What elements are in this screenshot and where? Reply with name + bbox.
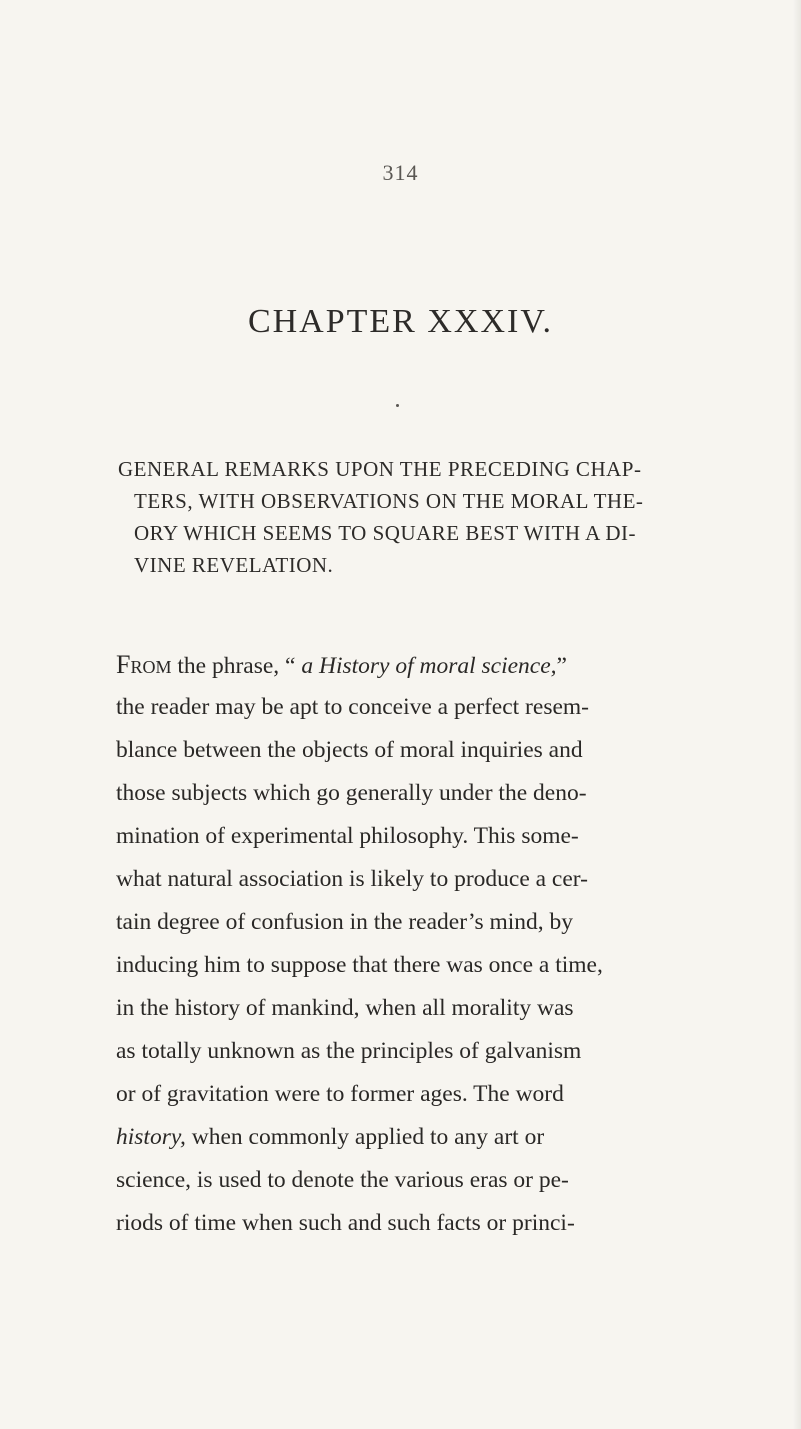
page-edge-shadow <box>793 0 801 1429</box>
heading-line: TERS, WITH OBSERVATIONS ON THE MORAL THE- <box>134 489 644 513</box>
body-line: tain degree of confusion in the reader’s mind, by <box>116 909 574 935</box>
italic-title: a History of moral science, <box>301 653 557 679</box>
body-line <box>116 643 736 686</box>
drop-word: From <box>116 650 172 679</box>
body-line: riods of time when such and such facts or princi- <box>116 1210 575 1236</box>
body-paragraph <box>116 643 736 1245</box>
body-line: what natural association is likely to produce a cer- <box>116 866 588 892</box>
body-line: the reader may be apt to conceive a perfect resem- <box>116 694 589 720</box>
text-span: when commonly applied to any art or <box>185 1124 545 1150</box>
italic-word: history, <box>116 1124 186 1150</box>
body-line: in the history of mankind, when all morality was <box>116 995 574 1021</box>
body-line: blance between the objects of moral inquiries and <box>116 737 583 763</box>
heading-line: GENERAL REMARKS UPON THE PRECEDING CHAP- <box>118 457 642 481</box>
body-line: or of gravitation were to former ages. The word <box>116 1081 564 1107</box>
body-line: as totally unknown as the principles of galvanism <box>116 1038 582 1064</box>
heading-line: ORY WHICH SEEMS TO SQUARE BEST WITH A DI- <box>134 521 636 545</box>
heading-line: VINE REVELATION. <box>134 553 334 577</box>
body-line: those subjects which go generally under the deno- <box>116 780 587 806</box>
body-line: inducing him to suppose that there was once a time, <box>116 952 603 978</box>
page-number: 314 <box>382 160 419 185</box>
body-line <box>116 1116 736 1159</box>
body-line: science, is used to denote the various eras or pe- <box>116 1167 569 1193</box>
text-span: ” <box>556 653 567 679</box>
chapter-heading <box>118 453 718 581</box>
ornament-dot <box>396 404 399 407</box>
text-span: the phrase, “ <box>171 653 302 679</box>
chapter-title: CHAPTER XXXIV. <box>247 303 554 340</box>
body-line: mination of experimental philosophy. This some- <box>116 823 579 849</box>
